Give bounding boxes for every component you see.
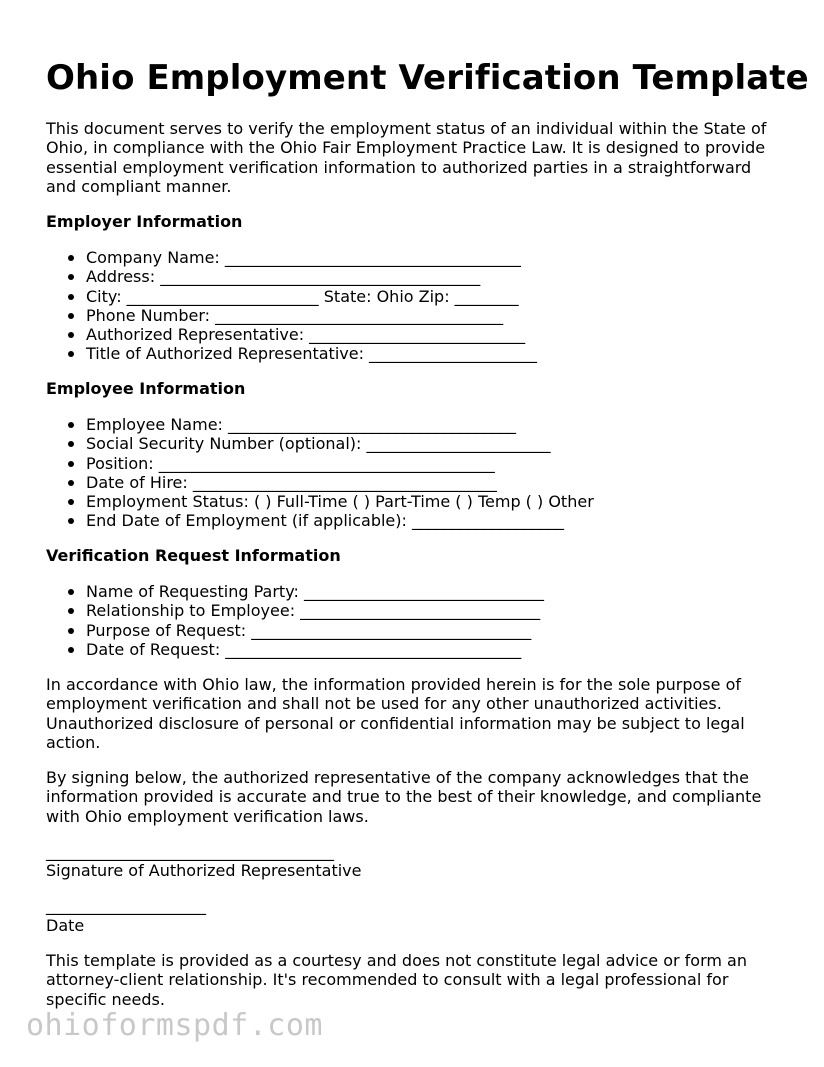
city-state-zip-field[interactable]: City: ________________________ State: Ohio Zip: ________ <box>46 287 537 306</box>
document-title: Ohio Employment Verification Template <box>46 58 809 98</box>
intro-paragraph: This document serves to verify the employment status of an individual within the State of Ohio, in compliance with the Ohio Fair Employment Practice Law. It is designed to provide essential employment verification information to authorized parties in a straightforward and compliant manner. <box>46 119 767 196</box>
end-date-field[interactable]: End Date of Employment (if applicable): ___________________ <box>46 511 594 530</box>
verification-request-heading: Verification Request Information <box>46 546 341 565</box>
legal-notice-paragraph: In accordance with Ohio law, the information provided herein is for the sole purpose of employment verification and shall not be used for any other unauthorized activities. Unauthorized disclosure of personal or confidential information may be subject to legal action. <box>46 675 745 752</box>
acknowledgement-paragraph: By signing below, the authorized representative of the company acknowledges that the information provided is accurate and true to the best of their knowledge, and compliante with Ohio employment verification laws. <box>46 768 762 826</box>
authorized-representative-field[interactable]: Authorized Representative: ___________________________ <box>46 325 537 344</box>
phone-number-field[interactable]: Phone Number: ____________________________________ <box>46 306 537 325</box>
signature-label: Signature of Authorized Representative <box>46 861 362 880</box>
request-fields-list <box>46 582 544 659</box>
company-name-field[interactable]: Company Name: _____________________________________ <box>46 248 537 267</box>
employee-info-heading: Employee Information <box>46 379 246 398</box>
employee-name-field[interactable]: Employee Name: ____________________________________ <box>46 415 594 434</box>
disclaimer-paragraph: This template is provided as a courtesy and does not constitute legal advice or form an attorney-client relationship. It's recommended to consult with a legal professional for specific needs. <box>46 951 747 1009</box>
employee-fields-list <box>46 415 594 531</box>
request-date-field[interactable]: Date of Request: _____________________________________ <box>46 640 544 659</box>
ssn-field[interactable]: Social Security Number (optional): _______________________ <box>46 434 594 453</box>
date-of-hire-field[interactable]: Date of Hire: ______________________________________ <box>46 473 594 492</box>
position-field[interactable]: Position: __________________________________________ <box>46 454 594 473</box>
date-line[interactable]: ____________________ <box>46 896 206 915</box>
date-label: Date <box>46 916 85 935</box>
purpose-field[interactable]: Purpose of Request: ___________________________________ <box>46 621 544 640</box>
address-field[interactable]: Address: ________________________________________ <box>46 267 537 286</box>
requesting-party-field[interactable]: Name of Requesting Party: ______________________________ <box>46 582 544 601</box>
representative-title-field[interactable]: Title of Authorized Representative: _____________________ <box>46 344 537 363</box>
watermark: ohioformspdf.com <box>26 1008 323 1043</box>
relationship-field[interactable]: Relationship to Employee: ______________________________ <box>46 601 544 620</box>
employer-info-heading: Employer Information <box>46 212 243 231</box>
employer-fields-list <box>46 248 537 364</box>
employment-status-field[interactable]: Employment Status: ( ) Full-Time ( ) Part-Time ( ) Temp ( ) Other <box>46 492 594 511</box>
signature-line[interactable]: ____________________________________ <box>46 842 334 861</box>
